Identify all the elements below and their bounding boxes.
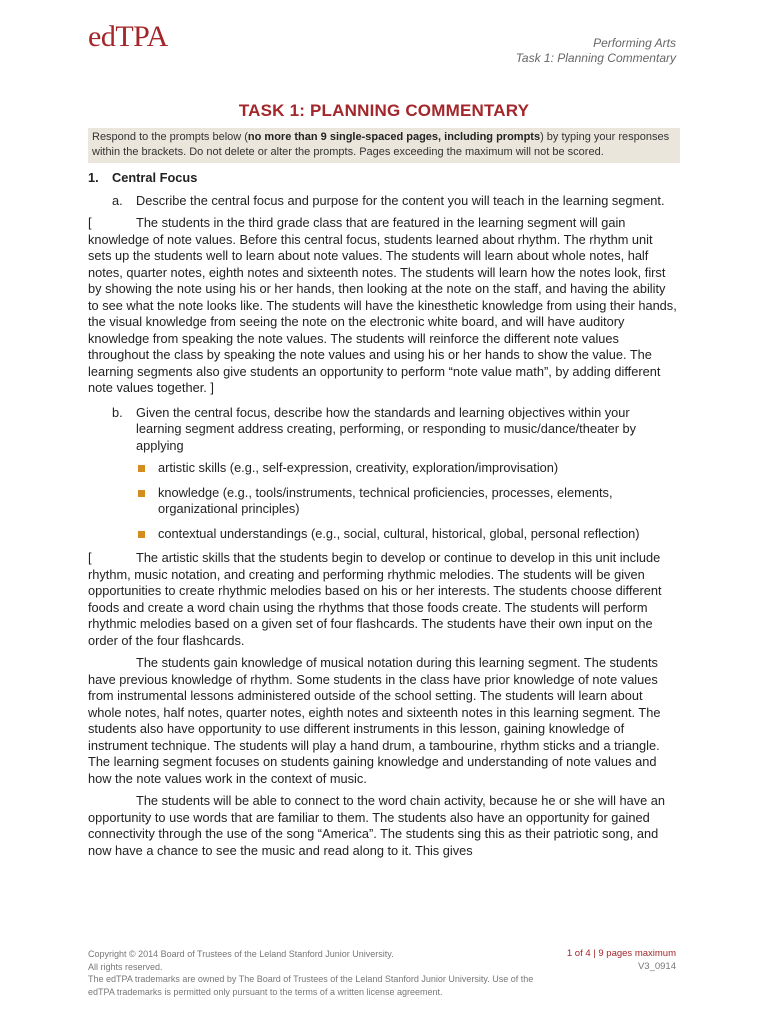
section-heading — [88, 170, 678, 187]
running-header — [516, 36, 676, 66]
bullet-text: artistic skills (e.g., self-expression, creativity, exploration/improvisation) — [158, 460, 559, 475]
section-title: Central Focus — [112, 170, 198, 185]
prompt-a-label: a. — [112, 192, 123, 208]
prompt-a — [88, 193, 678, 210]
response-b-paragraph-3[interactable]: The students will be able to connect to the word chain activity, because he or she will have an opportunity to use words that are familiar to them. The students also have an opportunity for gained connectivity through the use of the song “America”. The students sing this as their patriotic song, and now have a chance to see the music and read along to it. This gives — [88, 793, 666, 858]
square-bullet-icon — [138, 490, 145, 497]
instructions-bold: no more than 9 single-spaced pages, including prompts — [247, 131, 541, 143]
footer-legal — [88, 948, 558, 998]
edtpa-logo: edTPA — [88, 20, 168, 53]
bullet-item — [88, 485, 678, 518]
prompt-b-label: b. — [112, 404, 123, 420]
prompt-b-text: Given the central focus, describe how the standards and learning objectives within your learning segment address creating, performing, or responding to music/dance/theater by applying — [136, 404, 637, 453]
footer-copyright: Copyright © 2014 Board of Trustees of the Leland Stanford Junior University. — [88, 949, 394, 959]
response-b-p1-text: The artistic skills that the students begin to develop or continue to develop in this unit include rhythm, music notation, and creating and performing rhythmic melodies. The students will be given opportunities to create rhythmic melodies based on his or her interests. The students choose different foods and create a word chain using the rhythms that those foods create. The students will perform rhythmic melodies based on a given set of four flashcards. The students have their own input on the order of the four flashcards. — [88, 550, 662, 648]
page-title: TASK 1: PLANNING COMMENTARY — [238, 101, 530, 120]
response-b-paragraph-1[interactable] — [88, 550, 678, 649]
version-code: V3_0914 — [637, 960, 676, 972]
instructions-post: ) by typing your responses within the brackets. Do not delete or alter the prompts. Pages exceeding the maximum will not be scored. — [92, 131, 670, 158]
header-subject: Performing Arts — [593, 36, 676, 50]
response-a-bracket: [ — [88, 215, 92, 230]
response-b-paragraph-2[interactable]: The students gain knowledge of musical notation during this learning segment. The students have previous knowledge of rhythm. Some students in the class have prior knowledge of note values from instrumental lessons administered outside of the school setting. The students will learn about whole notes, half notes, quarter notes, eighth notes and sixteenth notes in this learning segment. The students also have opportunity to use different instruments in this lesson, gaining knowledge of instrument technique. The students will play a hand drum, a tambourine, rhythm sticks and a triangle. The learning segment focuses on students gaining knowledge and understanding of note values and how the note values work in the context of music. — [88, 655, 661, 786]
header-task-label: Task 1: Planning Commentary — [515, 51, 676, 65]
section-number: 1. — [88, 170, 99, 185]
instructions-box — [88, 128, 680, 163]
response-b-bracket: [ — [88, 550, 92, 565]
footer-rights: All rights reserved. — [88, 961, 163, 972]
response-a-text: The students in the third grade class that are featured in the learning segment will gain knowledge of note values. Before this central focus, students learned about rhythm. The rhythm unit sets up the students well to learn about note values. The students will learn about whole notes, half notes, quarter notes, eighth notes and sixteenth notes. The students will learn how the notes look, first by showing the note using his or her hands, then looking at the note on the staff, and having the ability to see what the note looks like. The students will have the kinesthetic knowledge from using their hands, the visual knowledge from seeing the note on the electronic white board, and will have auditory knowledge from speaking the note values. The students will reinforce the different note values throughout the class by speaking the note values and using his or her hands to show the value. The learning segments also give students an opportunity to perform “note value math”, by adding different note values together. ] — [88, 215, 677, 395]
bullet-item — [88, 526, 678, 543]
instructions-pre: Respond to the prompts below ( — [92, 131, 248, 143]
prompt-b-bullets — [88, 460, 678, 542]
prompt-b — [88, 405, 678, 455]
response-a[interactable] — [88, 215, 678, 397]
bullet-item — [88, 460, 678, 477]
bullet-text: contextual understandings (e.g., social, cultural, historical, global, personal reflection) — [158, 525, 640, 541]
footer-trademark: The edTPA trademarks are owned by The Board of Trustees of the Leland Stanford Junior University. Use of the edTPA trademarks is permitted only pursuant to the terms of a written license agreement. — [88, 974, 534, 997]
page-number: 1 of 4 | 9 pages maximum — [566, 948, 676, 959]
commentary-content — [88, 170, 678, 859]
footer-page-info — [567, 948, 676, 973]
bullet-text: knowledge (e.g., tools/instruments, technical proficiencies, processes, elements, organizational principles) — [158, 484, 613, 516]
square-bullet-icon — [138, 531, 145, 538]
square-bullet-icon — [138, 465, 145, 472]
prompt-a-text: Describe the central focus and purpose for the content you will teach in the learning segment. — [136, 192, 665, 208]
